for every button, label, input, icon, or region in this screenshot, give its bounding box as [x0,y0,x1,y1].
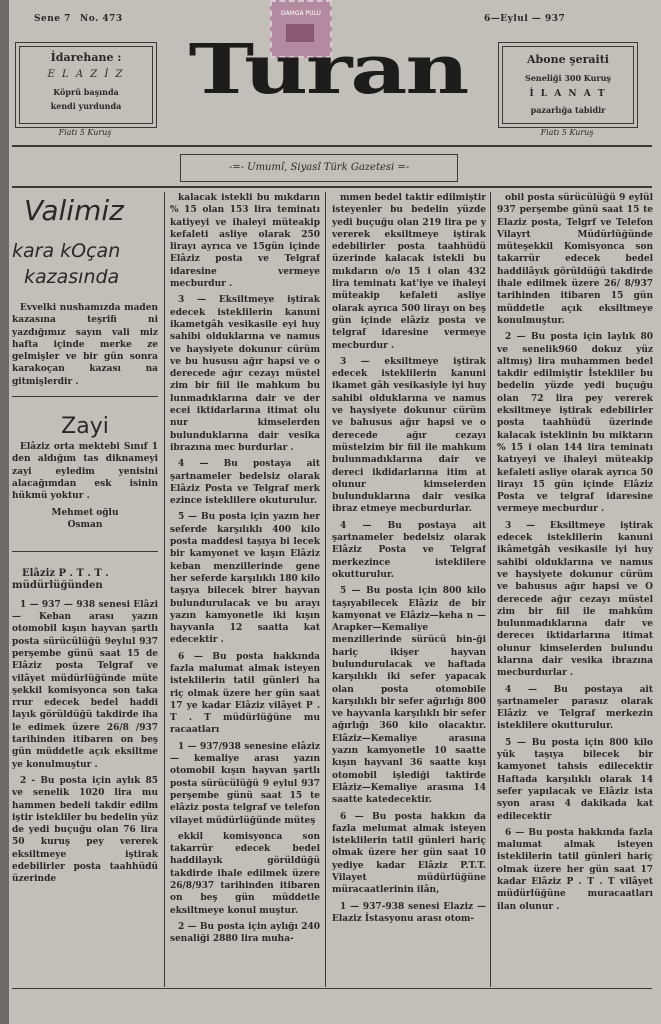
binding-edge [0,0,9,1024]
valimiz-title: Valimiz [24,194,124,227]
issue-year: Sene 7 [34,14,71,24]
idarehane-line1: Köprü başında [53,87,119,97]
price-right: Fiatı 5 Kuruş [540,128,594,137]
col3-paragraph-3: 4 — Bu postaya ait şartnameler bedelsiz olarak Elâziz Posta ve Telgraf merkezince isteklilere okutturulur. [332,520,486,580]
masthead-title: Turan [188,28,468,110]
postage-stamp: DAMGA PULU [270,0,332,58]
price-left: Fiatı 5 Kuruş [58,128,112,137]
idarehane-city: E L A Z İ Z [47,69,125,80]
col4-paragraph-5: 5 — Bu posta için 800 kilo yük taşıya bilecek bir kamyonet tahsis edilecektir Haftada karşılıklı olarak 14 sefer yapılacak ve Elâziz ista syon arası 4 dakikada kat edilecektir [497,737,653,822]
col2-paragraph-1: kalacak istekli bu mıkdarın % 15 olan 153 lira teminatı katiyeyi ve ihaleyi müteakip kefaleti asliye olarak 250 lirayı ayrıca ve 15gün içinde Elâziz posta ve Telgraf idaresine vermeye mecburdur . [170,193,320,290]
col2-paragraph-5: 6 — Bu posta hakkında fazla malumat almak isteyen isteklilerin tatil günleri ha riç olmak üzere her gün saat 17 ye kadar Elâziz vilâyet P . T . T müdürlüğüne mu racaatları [170,651,320,736]
col2-paragraph-3: 4 — Bu postaya ait şartnameler bedelsiz olarak Elâziz Posta ve Telgraf merk ezince isteklilere okuturulur. [170,459,320,507]
col4-paragraph-4: 4 — Bu postaya ait şartnameler parasız olarak Elâziz ve Telgraf merkezin isteklilere okutturulur. [497,684,653,732]
ptt-paragraph-1: 1 — 937 — 938 senesi Elâzi — Keban arası yazın otomobil kışın hayvan şartlı posta sürücülüğü 9eylul 937 perşembe günü saat 15 de Elâziz posta Telgraf ve vilâyet müdürlüğünde müte şekkil komisyonca son taka rrur edecek bedel haddi layık görüldüğü takdirde iha le edimek üzere 26/8 /937 tarihinden itibaren on beş gün müddetle açık eksiltme ye konulmuştur . [12,599,158,770]
col2-paragraph-2: 3 — Eksiltmeye iştirak edecek isteklilerin kanuni ikametgâh vesikasile eyi huy sahibi olduklarına ve namus ve haysiyete dokunur cürüm ve bu hususu ağır hapsi ve o derecede ağır cezayı müstel zim bir fiil ile mahkum bu lunmadıklarına dair ve der ecei iktidarlarına itimat olu nur kimselerden bulunduklarına dair vesika ibrazına mec burdurlar . [170,295,320,453]
column-2 [170,192,320,986]
column-1 [12,194,158,986]
col3-paragraph-6: 1 — 937-938 senesi Elaziz —Elaziz İstasyonu arası otom- [332,901,486,924]
col2-paragraph-4: 5 — Bu posta için yazın her seferde karşılıklı 400 kilo posta maddesi taşıya bi lecek bir kamyonet ve kışın Elâziz keban menzillerinde gene her seferde karşılıklı 180 kilo taşıya bilecek birer hayvan bulundurulacak ve bu arayı yazın kamyonetle iki kışın hayvanla 12 saatta kat edecektir . [170,512,320,646]
col2-paragraph-6: 1 — 937/938 senesine elâziz — kemaliye arası yazın otomobil kışın hayvan şartlı posta sürücülüğü 9 eylul 937 perşembe günü saat 15 te elâziz posta telgraf ve telefon vilayet müdürlüğünde müteş [170,741,320,826]
abone-line1: Seneliği 300 Kuruş [525,73,611,83]
divider [12,396,158,397]
zayi-title: Zayi [61,414,109,440]
valimiz-subtitle-2: kazasında [24,266,120,288]
ptt-heading-2: müdürlüğünden [12,580,103,592]
valimiz-subtitle-1: kara kOçan [12,240,121,262]
idarehane-line2: kendi yurdunda [50,101,122,111]
col3-paragraph-2: 3 — eksiltmeye iştirak edecek isteklilerin kanuni ikamet gâh vesikasiyle iyi huy sahibi olduklarına ve namus ve haysiyete dokunur cürüm ve bahusus ağır hapsi ve o derecede ağır cezayı müstelzim bir fiil ile mahkum bulunmadıklarına dair ve dereci ikdidarlarına itim at olunur kimselerden bulunduklarına dair vesika ibraz etmeye mecburdurlar. [332,356,486,515]
col3-paragraph-4: 5 — Bu posta için 800 kilo taşıyabilecek Elâziz de bir kamyonat ve Elâziz—keha n —Arapker—Kemaliye menzillerinde sürücü bin-ği hariç ikişer hayvan bulundurulacak ve haftada karşılıklı iki sefer yapacak olan posta otomobile karşılıklı bir sefer ağırlığı 800 ve hayvanla karşılıklı bir sefer ağırlığı 360 kilo olacaktır. Elâziz—Kemaliye arasına yazın kamyonetle 10 saatte kışın hayvanl 36 saatte kışı otomobil işlediği taktirde Elâziz—Kemaliye arasına 14 saatte katedecektir. [332,586,486,806]
col4-paragraph-2: 2 — Bu posta için laylık 80 ve senelik960 dokuz yüz altmış) lira muhammen bedel takdir edilmiştir İstekliler bu bedelin yüzde yedi buçuğu olan 72 lira pey vererek eksiltmeye iştirak edebilirler posta taahhüdü üzerinde kalacak isteklinin bu miktarın % 15 i olan 144 lira teminatı katıyeyi ve ihaleyi müteakip kefaleti asliye olarak ayrıca 50 lirayı 15 gün içinde Elâziz Posta ve telgraf idaresine vermeye mecburdur . [497,332,653,515]
issue-number: No. 473 [80,14,123,24]
col2-paragraph-7: ekkil komisyonca son takarrür edecek bedel haddilayık görüldüğü takdirde ihale edilmek üzere 26/8/937 tarihinden itibaren on beş gün müddetle eksiltmeye konul muştur. [170,831,320,916]
column-3 [332,192,486,986]
col4-paragraph-6: 6 — Bu posta hakkında fazla malumat almak isteyen isteklilerin tatil günleri hariç olmak üzere her gün saat 17 kadar Elâziz P . T . T vilâyet müdürlüğüne muracaatları ilan olunur . [497,827,653,912]
ptt-paragraph-2: 2 - Bu posta için aylık 85 ve senelik 1020 lira mu hammen bedeli takdir edilm iştir istekliler bu bedelin yüz de yedi buçuğu olan 76 lira 50 kuruş pey vererek eksiltmeye iştirak edebilirler posta taahhüdü üzerinde [12,775,158,885]
col4-paragraph-3: 3 — Eksiltmeye iştirak edecek isteklilerin kanuni ikâmetgâh vesikasile iyi huy sahibi olduklarına ve namus ve haysiyete dokunur cürüm ve bahusus ağır hapsi ve O derecede ağır cezayı müstel zim bir fiil ile mahkûm bulunmadıklarına dair ve dereceı iktidarlarına itimat olunur kimselerden bulundu klarına dair vesika ibrazına mecburdurlar . [497,520,653,679]
footer-rule [12,988,652,989]
zayi-signature-1: Mehmet oğlu [51,507,119,518]
col2-paragraph-8: 2 — Bu posta için aylığı 240 senaliği 2880 lira muha- [170,921,320,945]
column-divider-2 [325,192,326,987]
issue-date: 6—Eylul — 937 [484,14,566,24]
header-rule-bottom [12,186,652,188]
valimiz-body: Evvelki nushamızda maden kazasına teşrifi ni yazdığımız sayın vali miz hafta içinde merke ze gelmişler ve bir gün sonra karakoçan kazası na gitmişlerdir . [12,303,158,387]
ptt-heading-1: Elâziz P . T . T . [22,568,109,580]
abone-line2: İ L A N A T [529,89,607,99]
col4-paragraph-1: obil posta sürücülüğü 9 eylül 937 perşembe günü saat 15 te Elaziz posta, Telgrf ve Telefon Vilayrt Müdürlüğünde müteşekkil Komisyonca son takarrür edecek bedel haddilâyık görüldüğü takdirde ihale edilmek üzere 26/ 8/937 tarihinden itibaren 15 gün müddetle açık eksiltmeye konulmuştur. [497,193,653,326]
abone-box [498,42,638,128]
idarehane-title: İdarehane : [50,51,122,64]
abone-title: Abone şeraiti [527,53,609,66]
idarehane-box [15,42,157,128]
abone-line3: pazarlığa tabidir [530,105,606,115]
col3-paragraph-5: 6 — Bu posta hakkın da fazla melumat almak isteyen isteklilerin tatil günleri hariç olmak üzere her gün saat 10 yediye kadar Elâziz P.T.T. Vilayet müdürlüğüne müracaatlerinin ilân, [332,811,486,896]
divider [12,551,158,552]
col3-paragraph-1: mmen bedel taktir edilmiştir isteyenler bu bedelin yüzde yedi buçuğu olan 219 lira pe y vererek eksiltmeye iştirak edebilirler posta taahhüdü üzerinde kalacak istekli bu mıkdarın o/o 15 i olan 432 lira teminatı kat'iye ve ihaleyi müteakip kefaleti asliye olarak ayrıca 500 lirayı on beş gün içinde elâziz posta ve telgraf idaresine vermeye mecburdur . [332,193,486,351]
subtitle-banner: -=- Umumî, Siyasî Türk Gazetesi =- [180,154,458,182]
column-divider-1 [164,192,165,987]
zayi-signature-2: Osman [67,519,103,530]
header-rule-top [12,145,652,147]
zayi-body: Elâziz orta mektebi Sınıf 1 den aldığım tas diknameyi zayi eyledim yenisini alacağımdan esk isinin hükmü yoktur . [12,442,158,502]
column-divider-3 [490,192,491,987]
column-4 [497,192,653,986]
